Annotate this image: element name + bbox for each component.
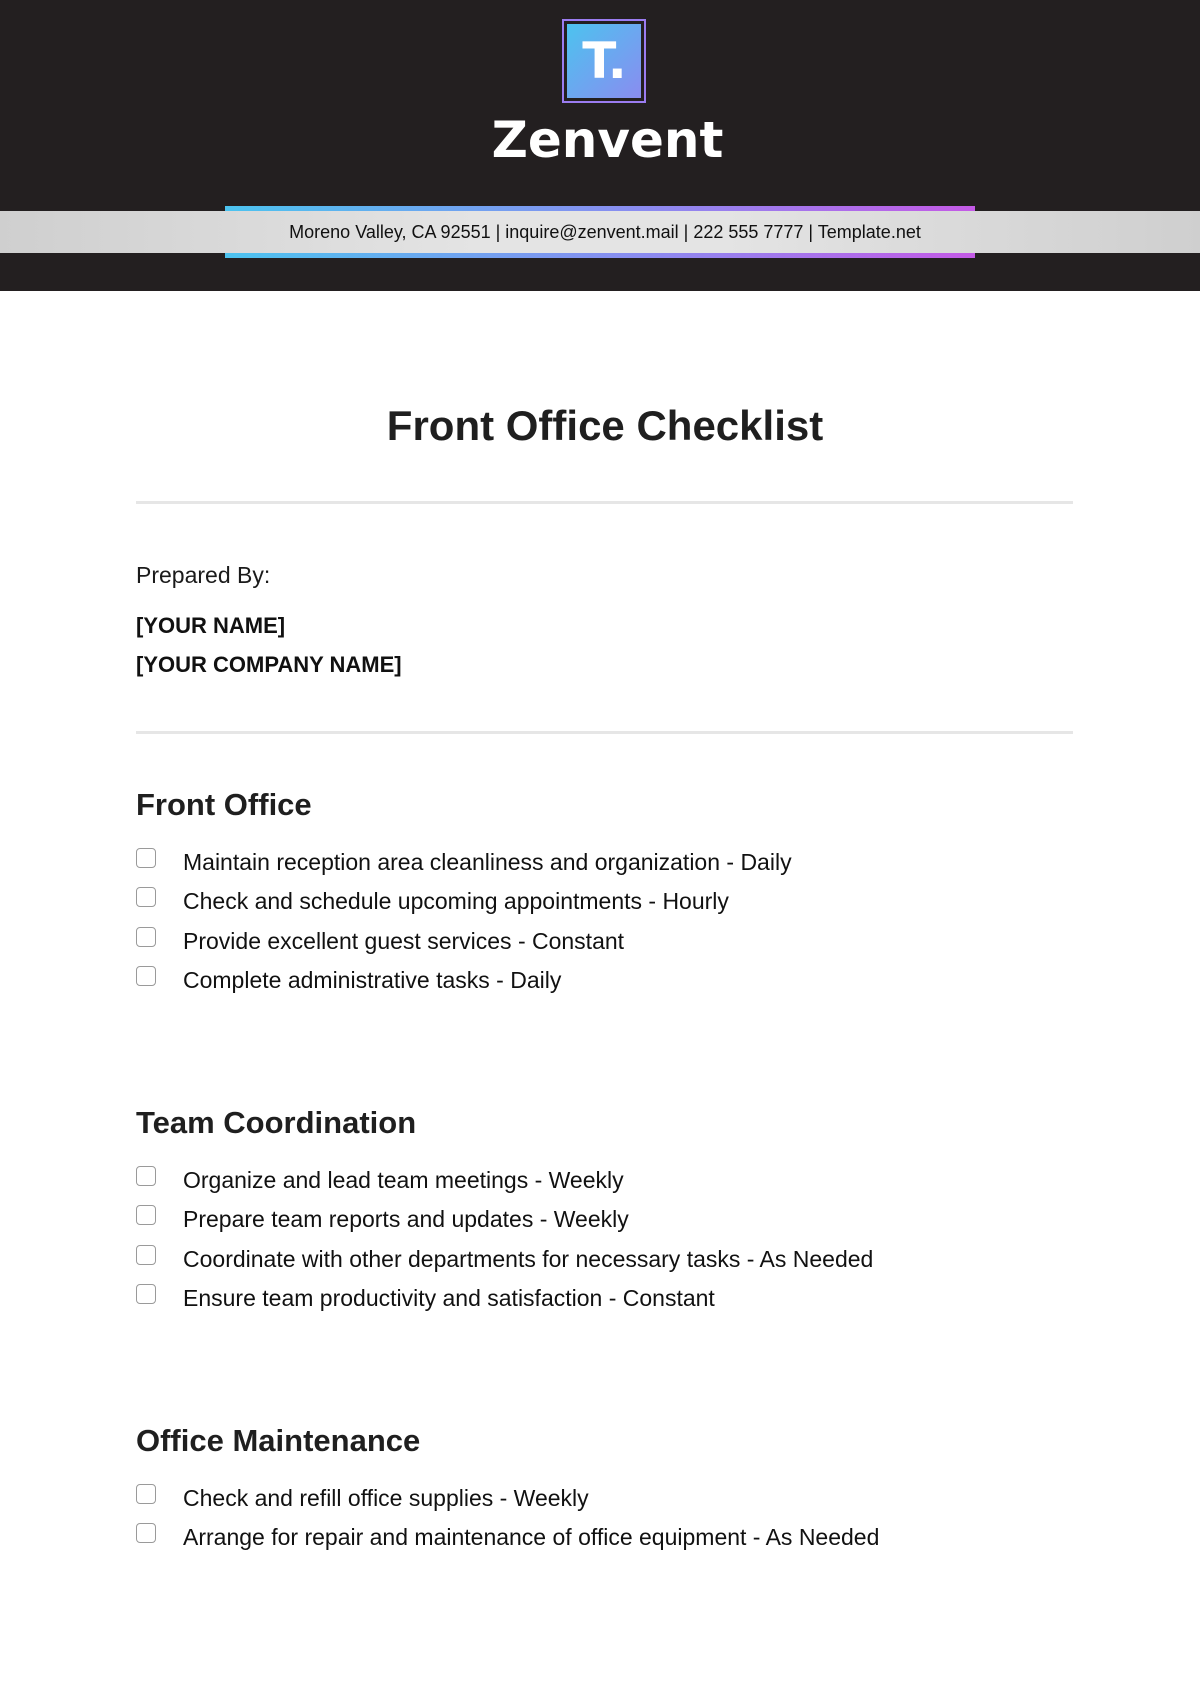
checklist-item bbox=[136, 1160, 1073, 1200]
checklist-item-label: Ensure team productivity and satisfaction - Constant bbox=[183, 1285, 715, 1312]
checkbox[interactable] bbox=[136, 1166, 156, 1186]
brand-name: Zenvent bbox=[491, 111, 724, 169]
checkbox[interactable] bbox=[136, 1245, 156, 1265]
checklist-item-label: Coordinate with other departments for necessary tasks - As Needed bbox=[183, 1245, 874, 1272]
checklist-item-label: Prepare team reports and updates - Weekly bbox=[183, 1206, 629, 1233]
checkbox[interactable] bbox=[136, 887, 156, 907]
checklist-item-label: Organize and lead team meetings - Weekly bbox=[183, 1166, 624, 1193]
prepared-name: [YOUR NAME] bbox=[136, 613, 286, 638]
checkbox[interactable] bbox=[136, 1484, 156, 1504]
section-team-coordination bbox=[136, 1103, 1073, 1318]
accent-line-bottom bbox=[225, 253, 975, 258]
checklist-item-label: Arrange for repair and maintenance of office equipment - As Needed bbox=[183, 1524, 880, 1551]
checklist-item-label: Check and schedule upcoming appointments - Hourly bbox=[183, 888, 729, 915]
checklist-item bbox=[136, 1478, 1073, 1518]
page-title: Front Office Checklist bbox=[386, 402, 824, 449]
checklist-item bbox=[136, 1279, 1073, 1319]
checklist bbox=[136, 842, 1073, 1000]
checklist-item bbox=[136, 882, 1073, 922]
checkbox[interactable] bbox=[136, 1523, 156, 1543]
section-front-office bbox=[136, 785, 1073, 1000]
divider-bottom bbox=[136, 731, 1073, 734]
checkbox[interactable] bbox=[136, 927, 156, 947]
checklist-item bbox=[136, 1239, 1073, 1279]
section-office-maintenance bbox=[136, 1421, 1073, 1557]
checklist-item bbox=[136, 842, 1073, 882]
logo-letter: T. bbox=[567, 24, 641, 98]
checkbox[interactable] bbox=[136, 1284, 156, 1304]
prepared-company: [YOUR COMPANY NAME] bbox=[136, 652, 402, 677]
checkbox[interactable] bbox=[136, 966, 156, 986]
checkbox[interactable] bbox=[136, 848, 156, 868]
checklist-item bbox=[136, 1200, 1073, 1240]
section-title: Team Coordination bbox=[136, 1105, 417, 1140]
checkbox[interactable] bbox=[136, 1205, 156, 1225]
checklist bbox=[136, 1160, 1073, 1318]
checklist bbox=[136, 1478, 1073, 1557]
header-banner bbox=[0, 0, 1200, 291]
section-title: Front Office bbox=[136, 787, 312, 822]
checklist-item bbox=[136, 921, 1073, 961]
checklist-item bbox=[136, 1518, 1073, 1558]
brand-logo bbox=[562, 19, 646, 103]
checklist-item-label: Provide excellent guest services - Constant bbox=[183, 927, 625, 954]
checklist-item-label: Maintain reception area cleanliness and organization - Daily bbox=[183, 848, 792, 875]
checklist-item-label: Check and refill office supplies - Weekly bbox=[183, 1484, 589, 1511]
section-title: Office Maintenance bbox=[136, 1423, 421, 1458]
checklist-item-label: Complete administrative tasks - Daily bbox=[183, 967, 562, 994]
divider-top bbox=[136, 501, 1073, 504]
checklist-item bbox=[136, 961, 1073, 1001]
prepared-by-label: Prepared By: bbox=[136, 562, 271, 588]
contact-info: Moreno Valley, CA 92551 | inquire@zenvent.mail | 222 555 7777 | Template.net bbox=[289, 222, 921, 242]
